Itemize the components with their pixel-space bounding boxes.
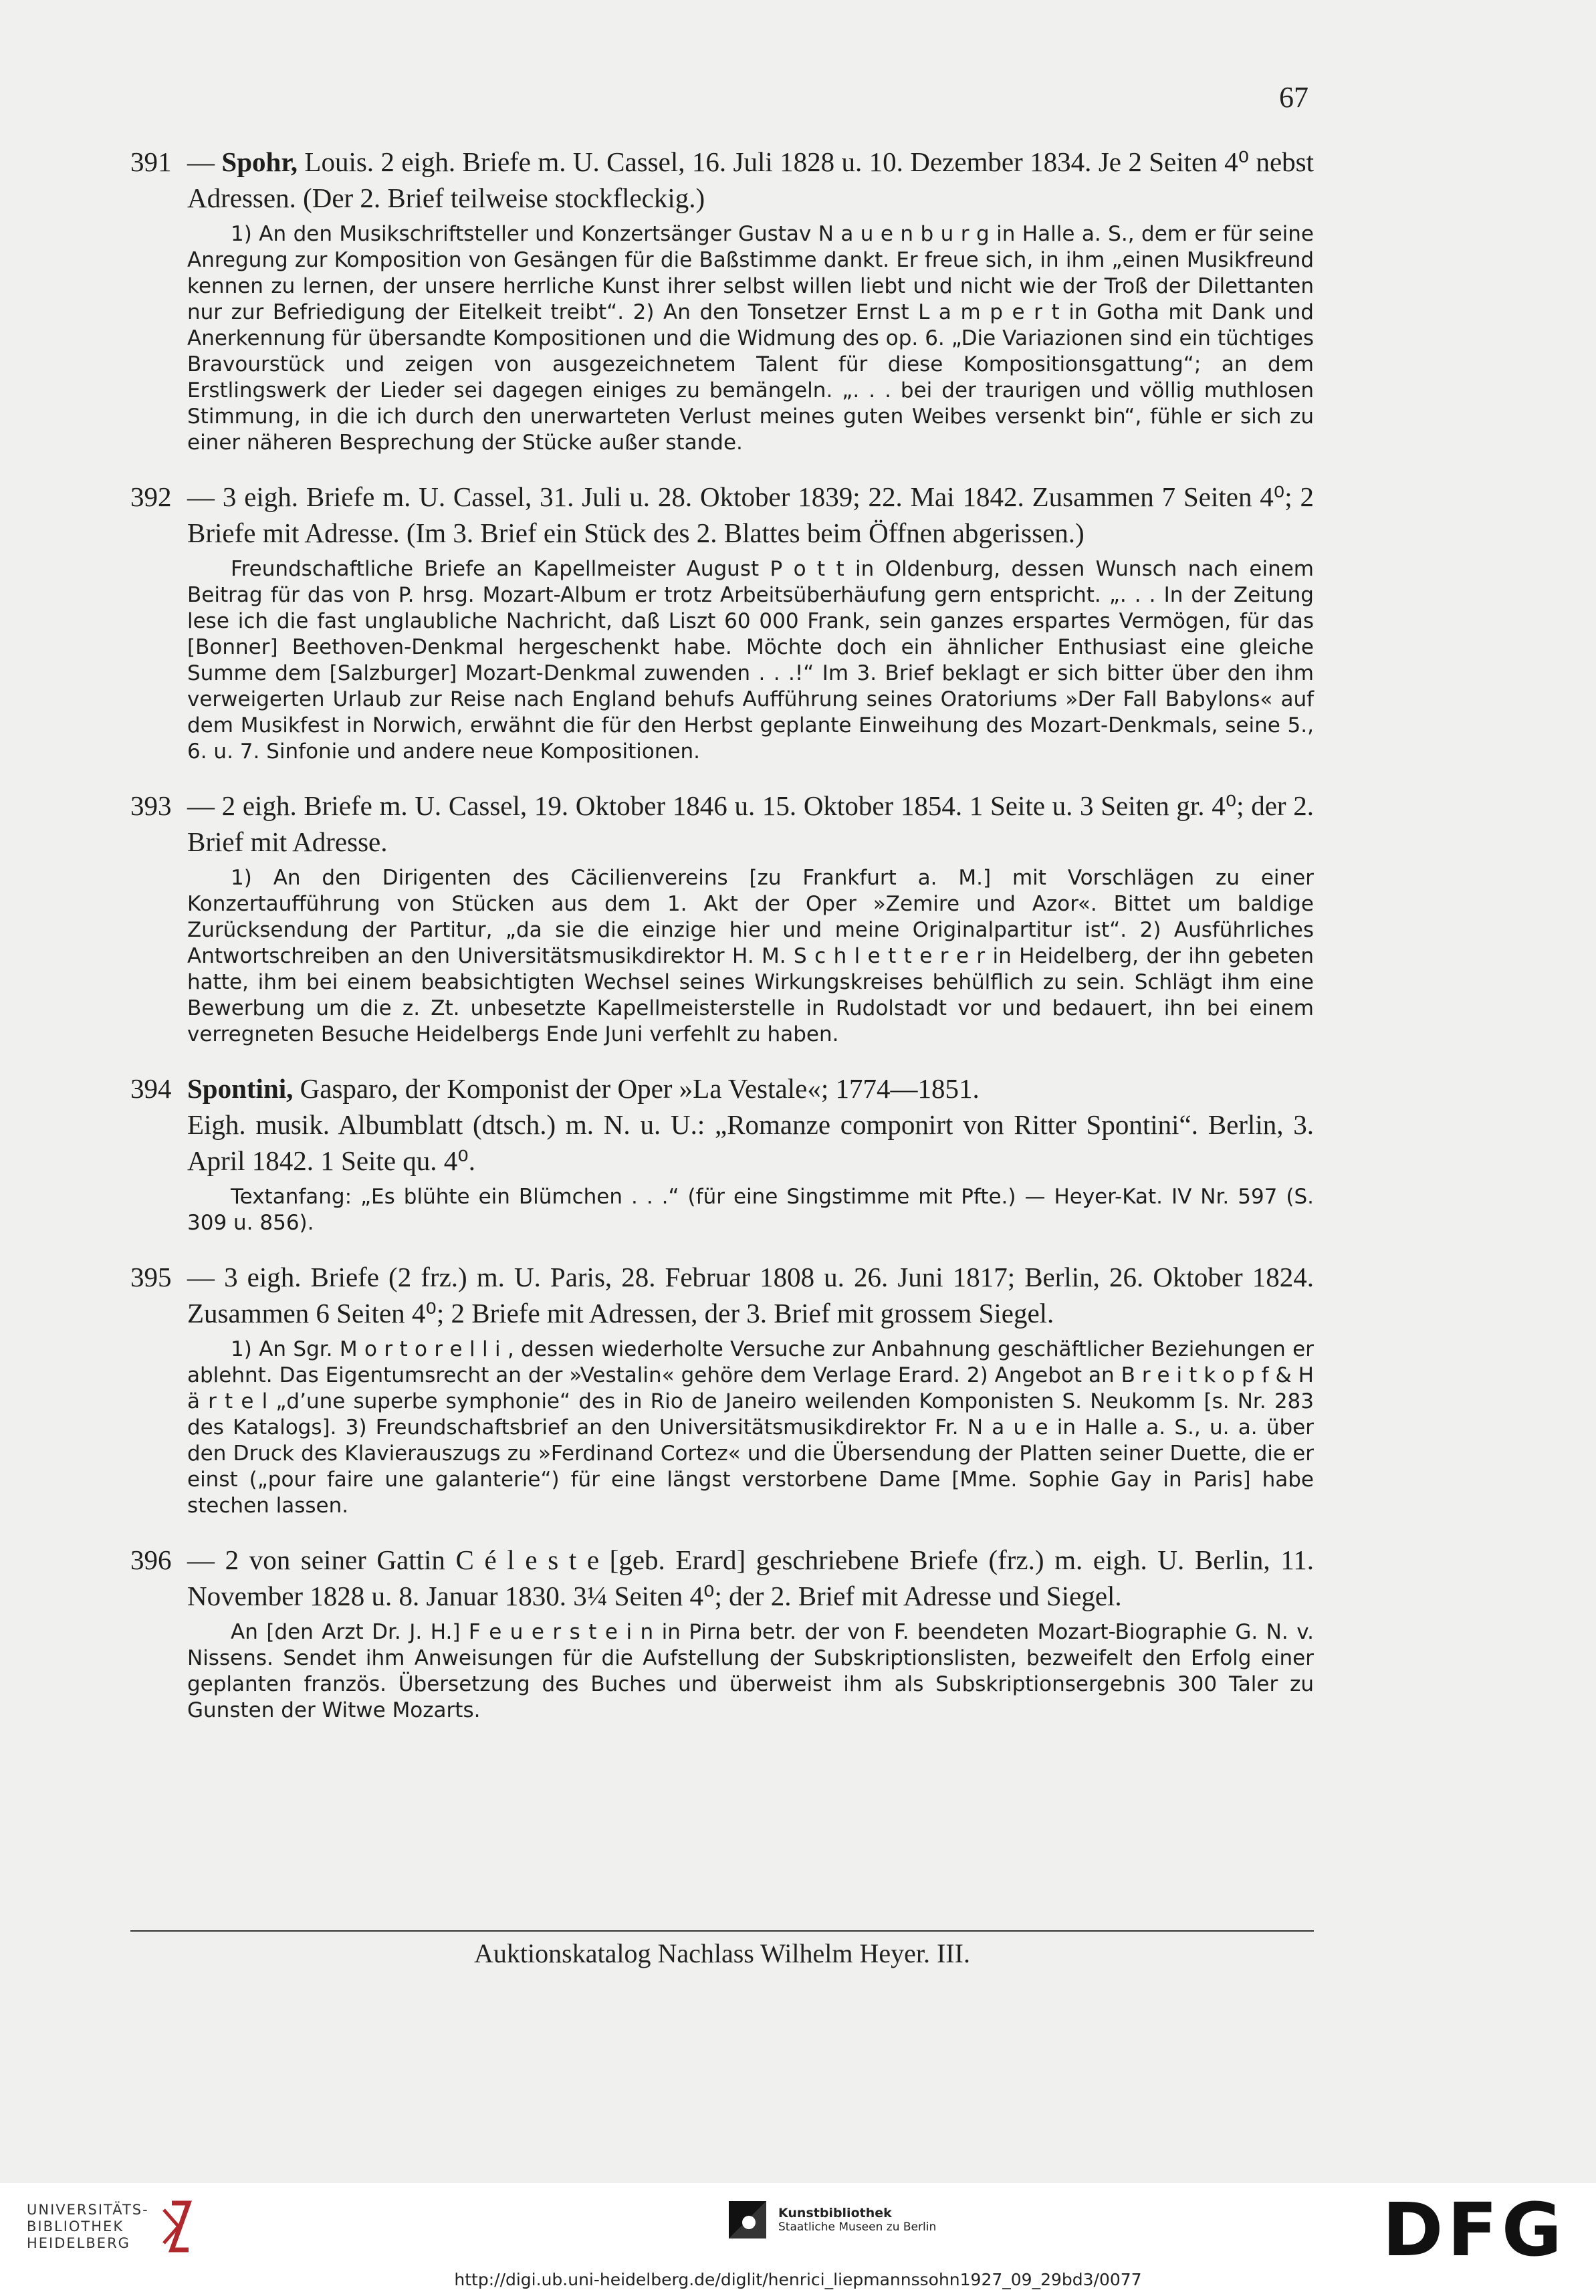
entry-name: Spohr, [221,146,298,177]
entry-description: 1) An Sgr. M o r t o r e l l i , dessen wiederholte Versuche zur Anbahnung geschäftlicher Beziehungen er ablehnt. Das Eigentumsrecht an der »Vestalin« gehöre dem Verlage Erard. 2) Angebot an B r e i t k o p f & H ä r t e l „d’une superbe symphonie“ des in Rio de Janeiro weilenden Komponisten S. Neukomm [s. Nr. 283 des Katalogs]. 3) Freundschaftsbrief an den Universitätsmusikdirektor Fr. N a u e in Halle a. S., u. a. über den Druck des Klavierauszugs zu »Ferdinand Cortez« und die Übersendung der Platten seiner Duette, die er einst („pour faire une galanterie“) für eine längst verstorbene Dame [Mme. Sophie Gay in Paris] habe stechen lassen. [187,1337,1314,1518]
page-number: 67 [1279,81,1308,114]
catalog-entry [130,1259,1314,1519]
university-name: UNIVERSITÄTS- BIBLIOTHEK HEIDELBERG [27,2201,149,2251]
entry-heading-text: — 2 eigh. Briefe m. U. Cassel, 19. Oktober 1846 u. 15. Oktober 1854. 1 Seite u. 3 Seiten gr. 4⁰; der 2. Brief mit Adresse. [187,790,1314,857]
catalog-entry [130,1542,1314,1724]
catalog-entry [130,144,1314,456]
entry-heading [130,479,1314,551]
entry-number: 395 [130,1262,172,1292]
entry-description: 1) An den Dirigenten des Cäcilienvereins [zu Frankfurt a. M.] mit Vorschlägen zu einer Konzertaufführung von Stücken aus dem 1. Akt der Oper »Zemire und Azor«. Bittet um baldige Zurücksendung der Partitur, „da sie die einzige hier und meine Originalpartitur ist“. 2) Ausführliches Antwortschreiben an den Universitätsmusikdirektor H. M. S c h l e t t e r e r in Heidelberg, der ihn gebeten hatte, ihm bei einem beabsichtigten Wechsel seines Wirkungskreises behülflich zu sein. Schlägt ihm eine Bewerbung um die z. Zt. unbesetzte Kapellmeisterstelle in Rudolstadt vor und bedauert, ihn bei einem verregneten Besuche Heidelbergs Ende Juni verfehlt zu haben. [187,866,1314,1046]
entry-number: 392 [130,481,172,512]
entry-description: An [den Arzt Dr. J. H.] F e u e r s t e i n in Pirna betr. der von F. beendeten Mozart-Biographie G. N. v. Nissens. Sendet ihm Anweisungen für die Aufstellung der Subskriptionslisten, bezweifelt den Erfolg einer geplanten französ. Übersetzung des Buches und überweist ihm als Subskriptionsergebnis 300 Taler zu Gunsten der Witwe Mozarts. [187,1620,1314,1722]
entry-heading-text: Louis. 2 eigh. Briefe m. U. Cassel, 16. Juli 1828 u. 10. Dezember 1834. Je 2 Seiten 4⁰ nebst Adressen. (Der 2. Brief teilweise stockfleckig.) [187,146,1315,213]
footer-title: Auktionskatalog Nachlass Wilhelm Heyer. III. [474,1938,970,1968]
entry-heading-text: — 2 von seiner Gattin C é l e s t e [geb. Erard] geschriebene Briefe (frz.) m. eigh. U. Berlin, 11. November 1828 u. 8. Januar 1830. 3¼ Seiten 4⁰; der 2. Brief mit Adresse und Siegel. [187,1544,1314,1611]
catalog-entry [130,1070,1314,1236]
footer-rule [130,1930,1314,1932]
dfg-logo[interactable]: DFG [1382,2187,1566,2273]
kunstbibliothek-mark-icon [729,2201,766,2238]
kunstbibliothek-text: Kunstbibliothek Staatliche Museen zu Berlin [778,2206,937,2234]
entry-number: 393 [130,790,172,821]
catalog-entry [130,479,1314,765]
kunstbibliothek-logo[interactable] [729,2201,936,2238]
entry-heading-text: — 3 eigh. Briefe m. U. Cassel, 31. Juli u. 28. Oktober 1839; 22. Mai 1842. Zusammen 7 Seiten 4⁰; 2 Briefe mit Adresse. (Im 3. Brief ein Stück des 2. Blattes beim Öffnen abgerissen.) [187,481,1314,548]
entry-heading [130,1259,1314,1331]
entry-subheading: Eigh. musik. Albumblatt (dtsch.) m. N. u. U.: „Romanze componirt von Ritter Spontini“. Berlin, 3. April 1842. 1 Seite qu. 4⁰. [187,1109,1314,1176]
university-mark-icon [158,2196,199,2257]
entry-description: 1) An den Musikschriftsteller und Konzertsänger Gustav N a u e n b u r g in Halle a. S., dem er für seine Anregung zur Komposition von Gesängen für die Baßstimme dankt. Er freue sich, in ihm „einen Musikfreund kennen zu lernen, der unsere herrliche Kunst ihrer selbst willen liebt und nicht wie der Troß der Dilettanten nur zur Befriedigung der Eitelkeit treibt“. 2) An den Tonsetzer Ernst L a m p e r t in Gotha mit Dank und Anerkennung für übersandte Kompositionen und die Widmung des op. 6. „Die Variazionen sind ein tüchtiges Bravourstück und zeigen von ausgezeichnetem Talent für diese Kompositionsgattung“; an dem Erstlingswerk der Lieder sei dagegen einiges zu bemängeln. „. . . bei der traurigen und völlig muthlosen Stimmung, in die ich durch den unerwarteten Verlust meines guten Weibes versenkt bin“, fühle er sich zu einer näheren Besprechung der Stücke außer stande. [187,222,1314,455]
entry-description: Freundschaftliche Briefe an Kapellmeister August P o t t in Oldenburg, dessen Wunsch nach einem Beitrag für das von P. hrsg. Mozart-Album er trotz Arbeitsüberhäufung gern entspricht. „. . . In der Zeitung lese ich die fast unglaubliche Nachricht, daß Liszt 60 000 Frank, sein ganzes erspartes Vermögen, für das [Bonner] Beethoven-Denkmal hergeschenkt habe. Möchte doch ein ähnlicher Enthusiast eine gleiche Summe dem [Salzburger] Mozart-Denkmal zuwenden . . .!“ Im 3. Brief beklagt er sich bitter über den ihm verweigerten Urlaub zur Reise nach England behufs Aufführung seines Oratoriums »Der Fall Babylons« auf dem Musikfest in Norwich, erwähnt die für den Herbst geplante Einweihung des Mozart-Denkmals, seine 5., 6. u. 7. Sinfonie und andere neue Kompositionen. [187,557,1314,764]
entry-heading-text: — 3 eigh. Briefe (2 frz.) m. U. Paris, 28. Februar 1808 u. 26. Juni 1817; Berlin, 26. Oktober 1824. Zusammen 6 Seiten 4⁰; 2 Briefe mit Adressen, der 3. Brief mit grossem Siegel. [187,1262,1314,1329]
entry-heading-text: Gasparo, der Komponist der Oper »La Vestale«; 1774—1851. [293,1073,980,1104]
entry-heading [130,788,1314,860]
entry-heading: 391 — Spohr, Louis. 2 eigh. Briefe m. U. Cassel, 16. Juli 1828 u. 10. Dezember 1834. Je 2 Seiten 4⁰ nebst Adressen. (Der 2. Brief teilweise stockfleckig.) [130,144,1314,216]
entry-description: Textanfang: „Es blühte ein Blümchen . . .“ (für eine Singstimme mit Pfte.) — Heyer-Kat. IV Nr. 597 (S. 309 u. 856). [187,1185,1314,1235]
source-url[interactable]: http://digi.ub.uni-heidelberg.de/diglit/henrici_liepmannssohn1927_09_29bd3/0077 [454,2270,1142,2289]
entry-heading [130,1070,1314,1107]
entries-list [130,144,1314,1746]
entry-heading [130,1542,1314,1614]
entry-number: 396 [130,1544,172,1575]
university-logo[interactable] [27,2196,199,2257]
entry-name: Spontini, [187,1073,294,1104]
entry-number: 394 [130,1073,172,1104]
catalog-entry [130,788,1314,1048]
entry-number: 391 [130,146,172,177]
